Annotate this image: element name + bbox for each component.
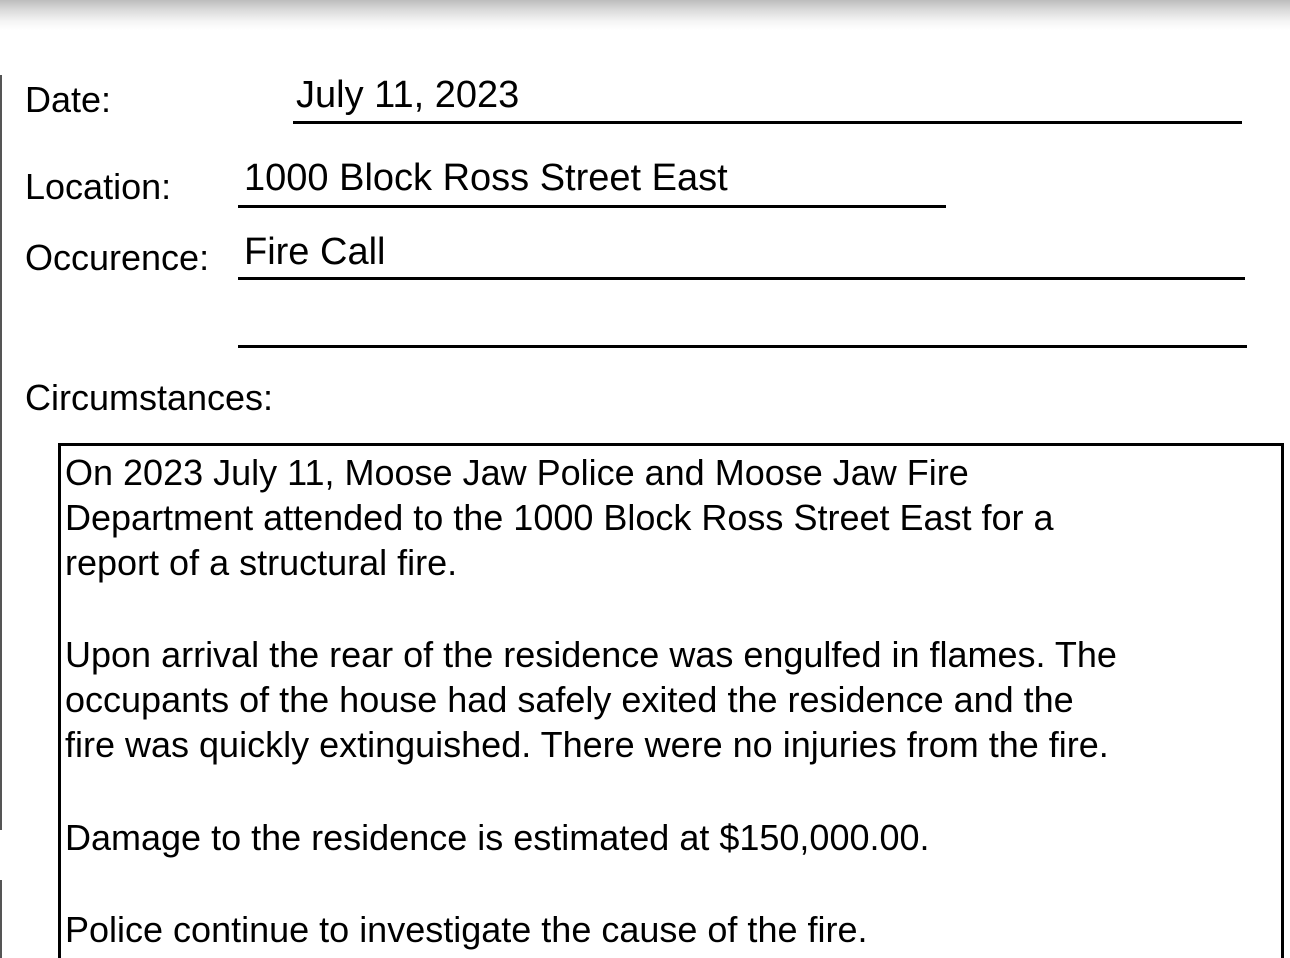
occurrence-underline-2: [238, 345, 1247, 348]
location-underline: [238, 205, 946, 208]
date-label: Date:: [25, 79, 112, 120]
occurrence-value: Fire Call: [244, 231, 386, 273]
location-label: Location:: [25, 166, 172, 207]
occurrence-underline: [238, 277, 1245, 280]
circumstances-line: Damage to the residence is estimated at $150,000.00.: [65, 817, 930, 858]
circumstances-line: Department attended to the 1000 Block Ross Street East for a: [65, 497, 1054, 538]
circumstances-line: Upon arrival the rear of the residence was engulfed in flames. The: [65, 634, 1117, 675]
occurrence-label: Occurence:: [25, 237, 210, 278]
left-page-edge-lower: [0, 880, 2, 958]
page-top-shadow: [0, 0, 1290, 30]
circumstances-line: occupants of the house had safely exited the residence and the: [65, 679, 1074, 720]
circumstances-line: On 2023 July 11, Moose Jaw Police and Moose Jaw Fire: [65, 452, 969, 493]
circumstances-line: report of a structural fire.: [65, 542, 458, 583]
date-underline: [293, 121, 1242, 124]
circumstances-label: Circumstances:: [25, 377, 274, 418]
circumstances-line: fire was quickly extinguished. There were no injuries from the fire.: [65, 724, 1109, 765]
circumstances-line: Police continue to investigate the cause of the fire.: [65, 909, 868, 950]
circumstances-box: [58, 443, 1284, 958]
left-page-edge-upper: [0, 75, 2, 830]
location-value: 1000 Block Ross Street East: [244, 157, 728, 199]
date-value: July 11, 2023: [296, 74, 520, 116]
